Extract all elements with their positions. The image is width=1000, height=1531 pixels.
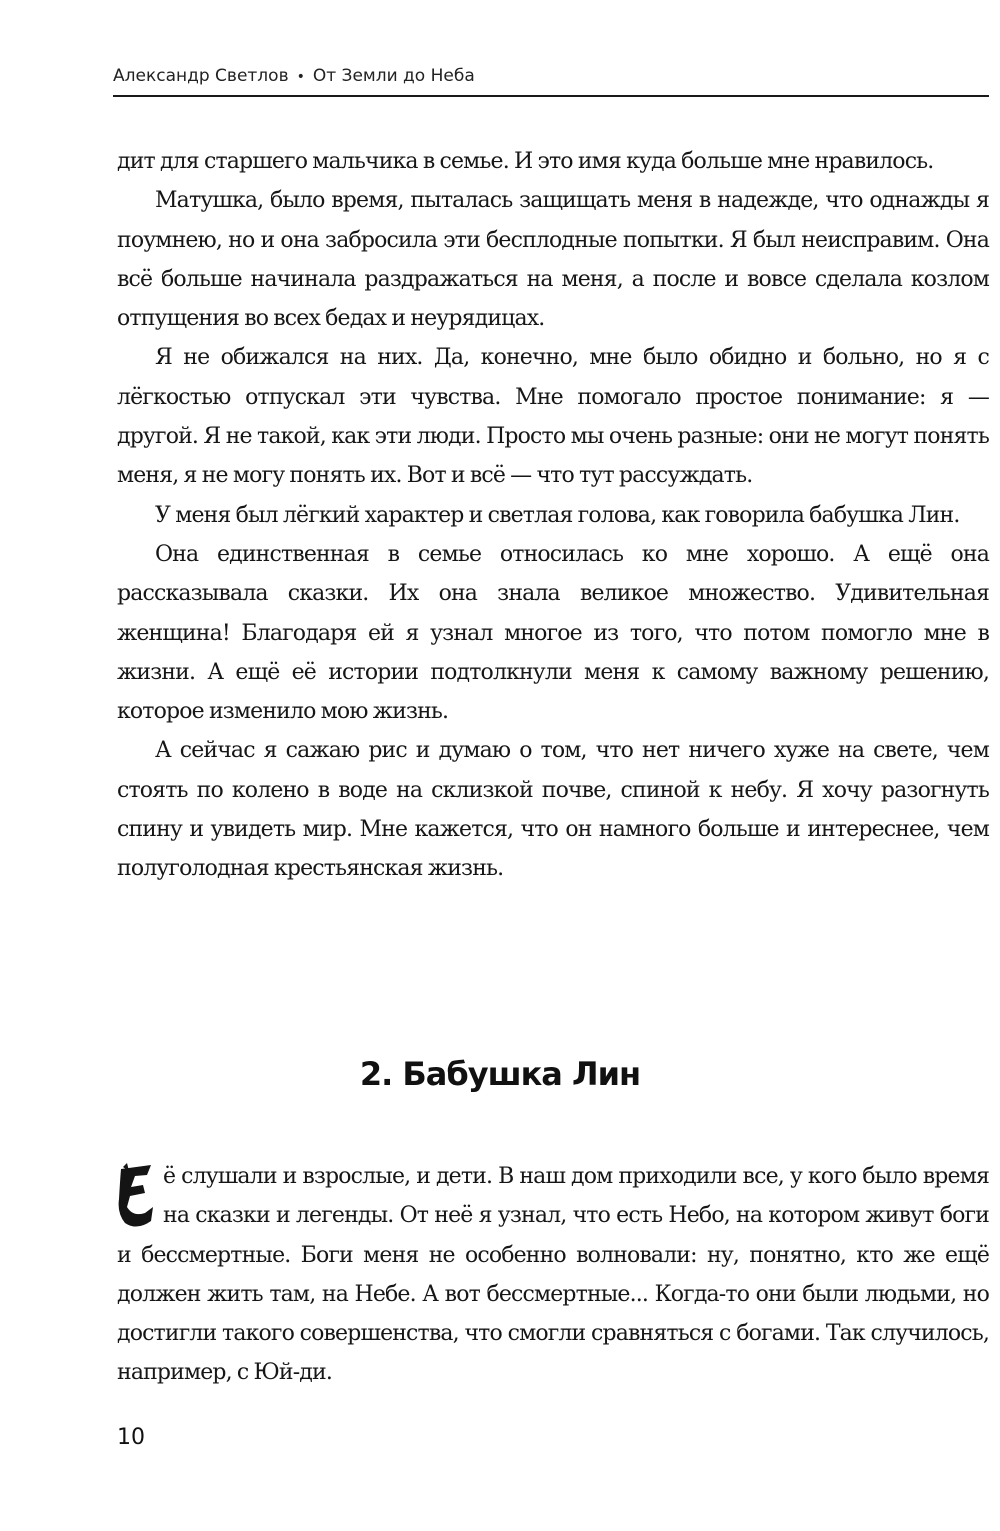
running-header (113, 63, 989, 97)
paragraph: Она единственная в семье относилась ко мне хорошо. А ещё она рассказывала сказки. Их она знала великое множество. Удивительная женщина! Благодаря ей я узнал многое из того, что потом помогло мне в жизни. А ещё её истории подтолкнули меня к самому важному решению, которое изменило мою жизнь. (117, 541, 989, 725)
paragraph: дит для старшего мальчика в семье. И это имя куда больше мне нравилось. (117, 149, 934, 174)
header-author: Александр Светлов (113, 66, 289, 86)
chapter-title: 2. Бабушка Лин (359, 1055, 641, 1093)
paragraph: Я не обижался на них. Да, конечно, мне было обидно и больно, но я с лёгкостью отпускал эти чувства. Мне помогало простое понимание: я — другой. Я не такой, как эти люди. Просто мы очень разные: они не могут понять меня, я не могу понять их. Вот и всё — что тут рассуждать. (117, 345, 989, 489)
paragraph: А сейчас я сажаю рис и думаю о том, что нет ничего хуже на свете, чем стоять по колено в воде на склизкой почве, спиной к небу. Я хочу разогнуть спину и увидеть мир. Мне кажется, что он намного больше и интереснее, чем полуголодная крестьянская жизнь. (117, 738, 989, 882)
chapter-paragraph (117, 1157, 989, 1393)
chapter-body (117, 1157, 989, 1393)
header-book-title: От Земли до Неба (312, 66, 475, 86)
body-text (117, 142, 989, 889)
header-separator: • (296, 69, 305, 85)
page-number: 10 (117, 1425, 145, 1450)
paragraph: Матушка, было время, пыталась защищать меня в надежде, что однажды я поумнею, но и она забросила эти бесплодные попытки. Я был неисправим. Она всё больше начинала раздражаться на меня, а после и вовсе сделала козлом отпущения во всех бедах и неурядицах. (117, 188, 989, 332)
paragraph: У меня был лёгкий характер и светлая голова, как говорила бабушка Лин. (155, 502, 960, 528)
drop-cap (117, 1163, 157, 1229)
chapter-text: ё слушали и взрослые, и дети. В наш дом приходили все, у кого было время на сказки и легенды. От неё я узнал, что есть Небо, на котором живут боги и бессмертные. Боги меня не особенно волновали: ну, понятно, кто же ещё должен жить там, на Небе. А вот бессмертные... Когда-то они были людьми, но достигли такого совершенства, что смогли сравняться с богами. Так случилось, например, с Юй-ди. (117, 1164, 989, 1386)
